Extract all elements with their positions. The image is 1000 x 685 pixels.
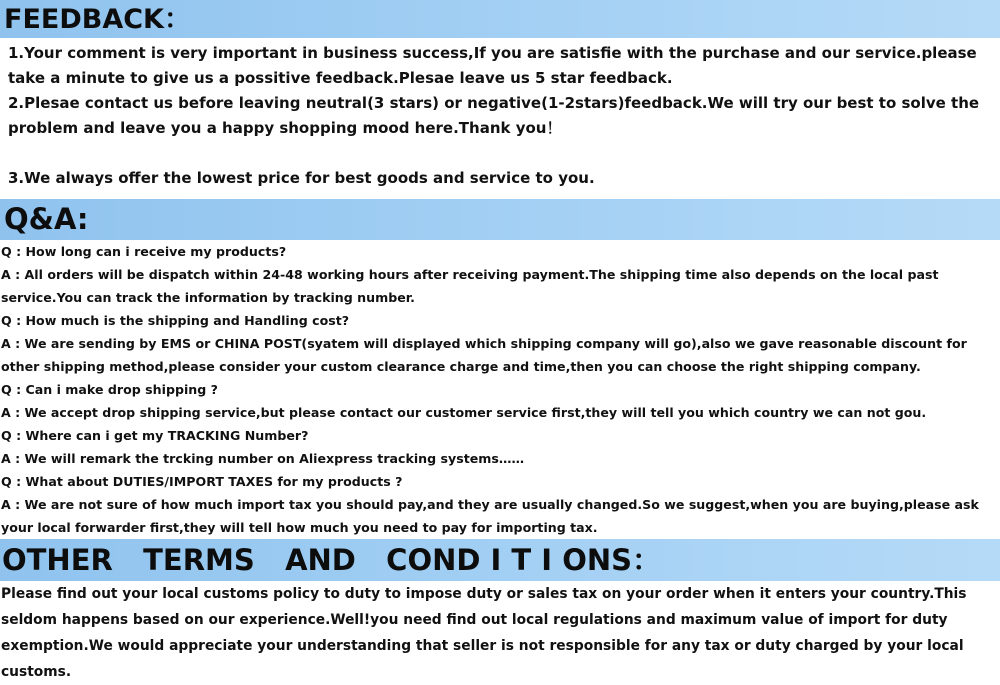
qa-answer-5: A : We are not sure of how much import tax you should pay,and they are usually changed.So we suggest,when you are buying,please ask your local forwarder first,they will tell how much you need to pay for importing tax. [1,497,979,535]
terms-heading: OTHER TERMS AND COND I T I ONS： [0,539,1000,581]
feedback-paragraph-1: 1.Your comment is very important in business success,If you are satisfie with the purchase and our service.please take a minute to give us a possitive feedback.Plesae leave us 5 star feedback. [8,44,977,87]
qa-question-5: Q : What about DUTIES/IMPORT TAXES for my products ? [1,474,403,489]
terms-text: Please find out your local customs policy to duty to impose duty or sales tax on your order when it enters your country.This seldom happens based on our experience.Well!you need find out local regulations and maximum value of import for duty exemption.We would appreciate your understanding that seller is not responsible for any tax or duty charged by your local customs. [1,586,967,680]
feedback-paragraph-3: 3.We always offer the lowest price for best goods and service to you. [8,169,595,187]
qa-answer-2: A : We are sending by EMS or CHINA POST(syatem will displayed which shipping company will go),also we gave reasonable discount for other shipping method,please consider your custom clearance charge and time,then you can choose the right shipping company. [1,336,967,374]
qa-question-1: Q : How long can i receive my products? [1,244,287,259]
qa-question-3: Q : Can i make drop shipping ? [1,382,218,397]
qa-answer-3: A : We accept drop shipping service,but please contact our customer service first,they will tell you which country we can not gou. [1,405,927,420]
qa-answer-4: A : We will remark the trcking number on Aliexpress tracking systems…… [1,451,525,466]
qa-section [0,240,1000,539]
terms-section [0,581,1000,685]
feedback-heading: FEEDBACK： [0,0,1000,38]
qa-question-4: Q : Where can i get my TRACKING Number? [1,428,309,443]
qa-question-2: Q : How much is the shipping and Handling cost? [1,313,350,328]
qa-answer-1: A : All orders will be dispatch within 24-48 working hours after receiving payment.The shipping time also depends on the local past service.You can track the information by tracking number. [1,267,939,305]
feedback-spacer [8,141,996,166]
qa-heading: Q&A: [0,199,1000,240]
feedback-paragraph-2: 2.Plesae contact us before leaving neutral(3 stars) or negative(1-2stars)feedback.We will try our best to solve the problem and leave you a happy shopping mood here.Thank you！ [8,94,980,137]
feedback-section [0,38,1000,191]
